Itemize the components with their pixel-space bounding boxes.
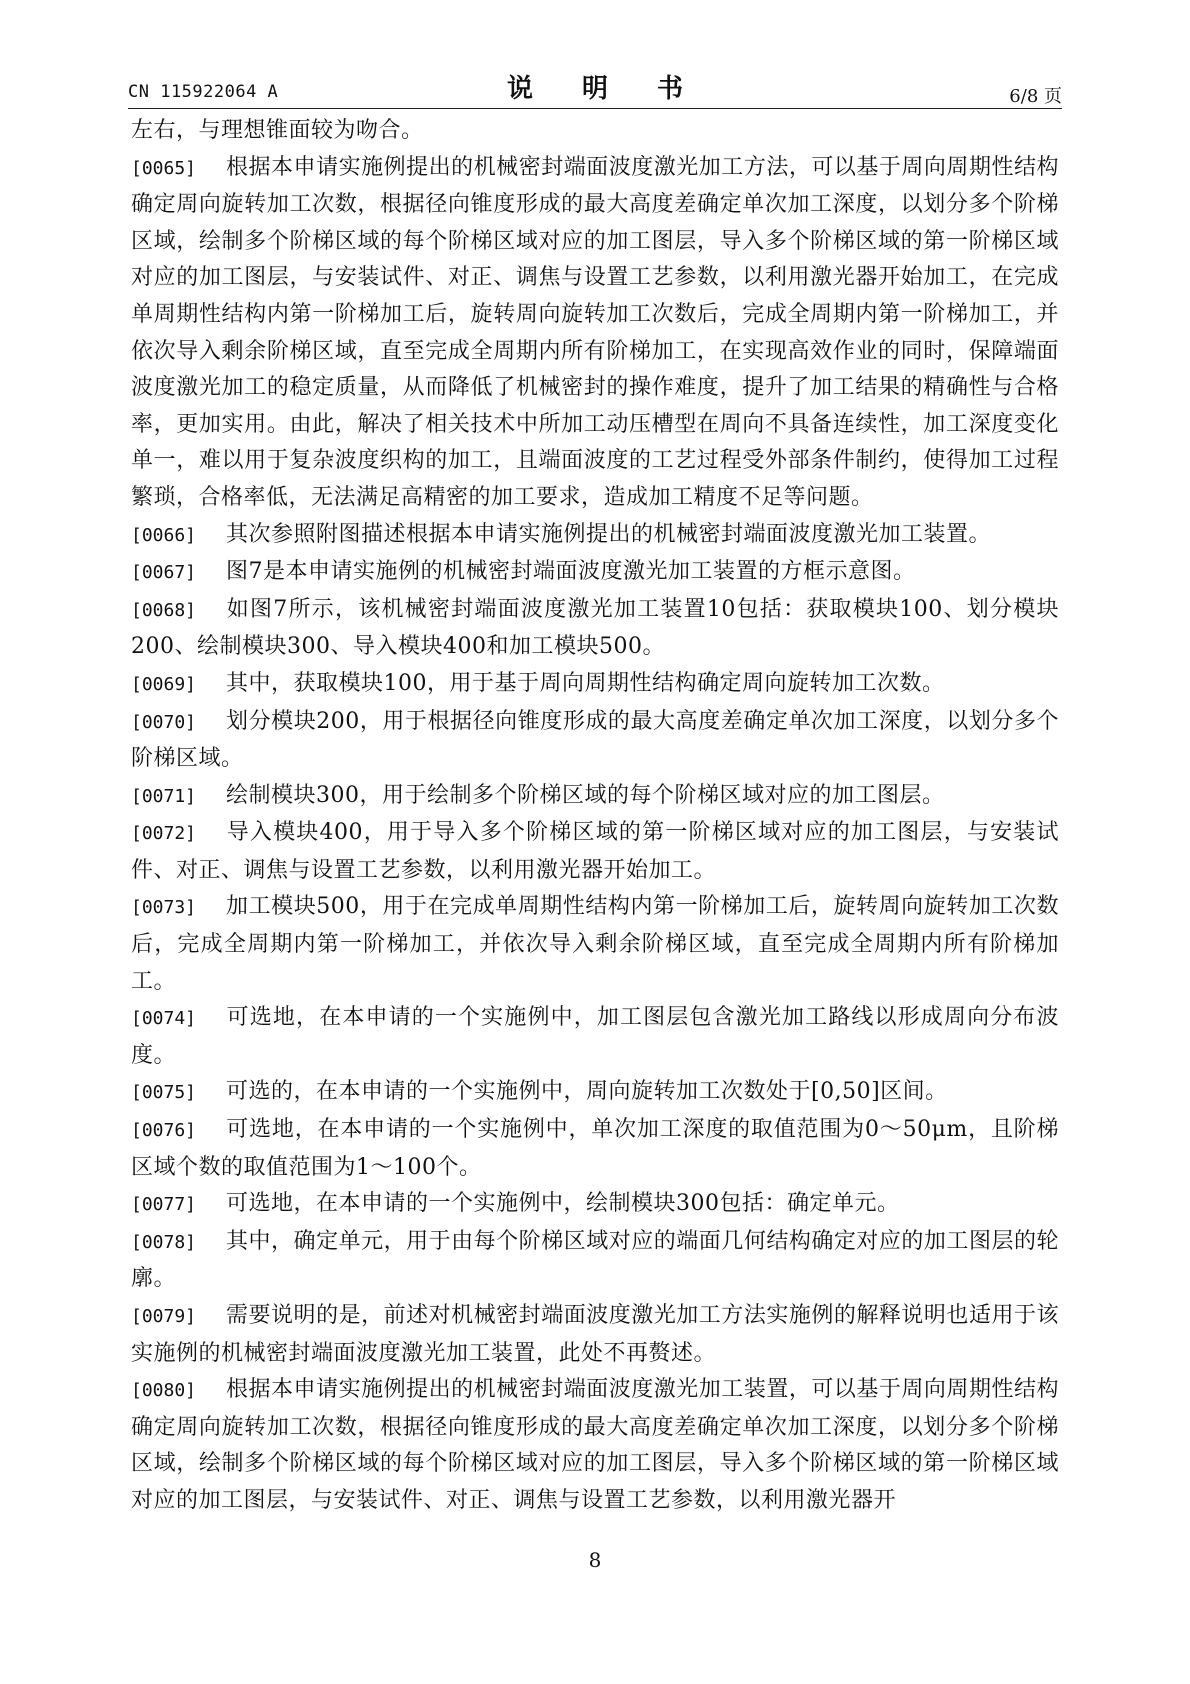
paragraph-number: [0075] xyxy=(131,1082,197,1104)
paragraph-text: 可选的，在本申请的一个实施例中，周向旋转加工次数处于[0,50]区间。 xyxy=(226,1079,948,1105)
paragraph-text: 可选地，在本申请的一个实施例中，加工图层包含激光加工路线以形成周向分布波度。 xyxy=(131,1005,1059,1068)
paragraph-0079 xyxy=(131,1298,1059,1372)
paragraph-text: 根据本申请实施例提出的机械密封端面波度激光加工装置，可以基于周向周期性结构确定周向旋转加工次数，根据径向锥度形成的最大高度差确定单次加工深度，以划分多个阶梯区域，绘制多个阶梯区域的每个阶梯区域对应的加工图层，导入多个阶梯区域的第一阶梯区域对应的加工图层，与安装试件、对正、调焦与设置工艺参数，以利用激光器开 xyxy=(131,1377,1059,1513)
paragraph-0069 xyxy=(131,666,1059,704)
paragraph-number: [0065] xyxy=(131,157,197,179)
document-body xyxy=(131,113,1059,1520)
paragraph-number: [0070] xyxy=(131,711,197,733)
paragraph-text: 绘制模块300，用于绘制多个阶梯区域的每个阶梯区域对应的加工图层。 xyxy=(226,782,945,808)
paragraph-0072 xyxy=(131,815,1059,889)
paragraph-text: 可选地，在本申请的一个实施例中，单次加工深度的取值范围为0～50μm，且阶梯区域个数的取值范围为1～100个。 xyxy=(131,1117,1059,1180)
document-title: 说 明 书 xyxy=(506,74,704,104)
paragraph-text: 其次参照附图描述根据本申请实施例提出的机械密封端面波度激光加工装置。 xyxy=(226,521,992,547)
paragraph-number: [0076] xyxy=(131,1120,197,1142)
paragraph-0077 xyxy=(131,1186,1059,1224)
patent-number: CN 115922064 A xyxy=(128,82,279,102)
paragraph-number: [0078] xyxy=(131,1231,197,1253)
paragraph-text: 其中，确定单元，用于由每个阶梯区域对应的端面几何结构确定对应的加工图层的轮廓。 xyxy=(131,1228,1059,1292)
paragraph-0071 xyxy=(131,778,1059,816)
paragraph-0066 xyxy=(131,517,1059,555)
paragraph-0073 xyxy=(131,889,1059,1000)
paragraph-text: 根据本申请实施例提出的机械密封端面波度激光加工方法，可以基于周向周期性结构确定周向旋转加工次数，根据径向锥度形成的最大高度差确定单次加工深度，以划分多个阶梯区域，绘制多个阶梯区域的每个阶梯区域对应的加工图层，导入多个阶梯区域的第一阶梯区域对应的加工图层，与安装试件、对正、调焦与设置工艺参数，以利用激光器开始加工，在完成单周期性结构内第一阶梯加工后，旋转周向旋转加工次数后，完成全周期内第一阶梯加工，并依次导入剩余阶梯区域，直至完成全周期内所有阶梯加工，在实现高效作业的同时，保障端面波度激光加工的稳定质量，从而降低了机械密封的操作难度，提升了加工结果的精确性与合格率，更加实用。由此，解决了相关技术中所加工动压槽型在周向不具备连续性，加工深度变化单一，难以用于复杂波度织构的加工，且端面波度的工艺过程受外部条件制约，使得加工过程繁琐，合格率低，无法满足高精密的加工要求，造成加工精度不足等问题。 xyxy=(131,154,1059,510)
paragraph-number: [0074] xyxy=(131,1008,197,1030)
paragraph-number: [0071] xyxy=(131,785,197,807)
paragraph-text: 需要说明的是，前述对机械密封端面波度激光加工方法实施例的解释说明也适用于该实施例的机械密封端面波度激光加工装置，此处不再赘述。 xyxy=(131,1303,1059,1366)
paragraph-0070 xyxy=(131,704,1059,778)
paragraph-0065 xyxy=(131,150,1059,517)
paragraph-number: [0068] xyxy=(131,599,197,621)
paragraph-text: 划分模块200，用于根据径向锥度形成的最大高度差确定单次加工深度，以划分多个阶梯区域。 xyxy=(131,708,1059,772)
paragraph-text: 图7是本申请实施例的机械密封端面波度激光加工装置的方框示意图。 xyxy=(226,559,916,585)
paragraph-0074 xyxy=(131,1000,1059,1074)
paragraph-number: [0069] xyxy=(131,673,197,695)
paragraph-number: [0066] xyxy=(131,524,197,546)
paragraph-0067 xyxy=(131,554,1059,592)
paragraph-text: 如图7所示，该机械密封端面波度激光加工装置10包括：获取模块100、划分模块200、绘制模块300、导入模块400和加工模块500。 xyxy=(131,596,1059,660)
page-header xyxy=(128,68,1062,108)
paragraph-number: [0077] xyxy=(131,1194,197,1216)
page-indicator: 6/8 页 xyxy=(1009,86,1062,107)
paragraph-0076 xyxy=(131,1112,1059,1186)
paragraph-0075 xyxy=(131,1074,1059,1112)
paragraph-0078 xyxy=(131,1224,1059,1298)
paragraph-0080 xyxy=(131,1372,1059,1519)
header-divider xyxy=(128,108,1062,109)
paragraph-number: [0079] xyxy=(131,1306,197,1327)
paragraph-number: [0072] xyxy=(131,823,197,845)
paragraph-text: 可选地，在本申请的一个实施例中，绘制模块300包括：确定单元。 xyxy=(226,1191,900,1217)
paragraph-number: [0080] xyxy=(131,1380,197,1402)
paragraph-text: 导入模块400，用于导入多个阶梯区域的第一阶梯区域对应的加工图层，与安装试件、对正、调焦与设置工艺参数，以利用激光器开始加工。 xyxy=(131,820,1059,883)
paragraph-number: [0073] xyxy=(131,897,197,919)
paragraph-0068 xyxy=(131,592,1059,666)
paragraph-text: 其中，获取模块100，用于基于周向周期性结构确定周向旋转加工次数。 xyxy=(226,670,945,696)
page-number: 8 xyxy=(588,1548,602,1572)
paragraph-continued xyxy=(131,113,1059,150)
paragraph-text: 加工模块500，用于在完成单周期性结构内第一阶梯加工后，旋转周向旋转加工次数后，完成全周期内第一阶梯加工，并依次导入剩余阶梯区域，直至完成全周期内所有阶梯加工。 xyxy=(131,894,1059,994)
paragraph-text: 左右，与理想锥面较为吻合。 xyxy=(131,118,424,143)
paragraph-number: [0067] xyxy=(131,562,197,584)
